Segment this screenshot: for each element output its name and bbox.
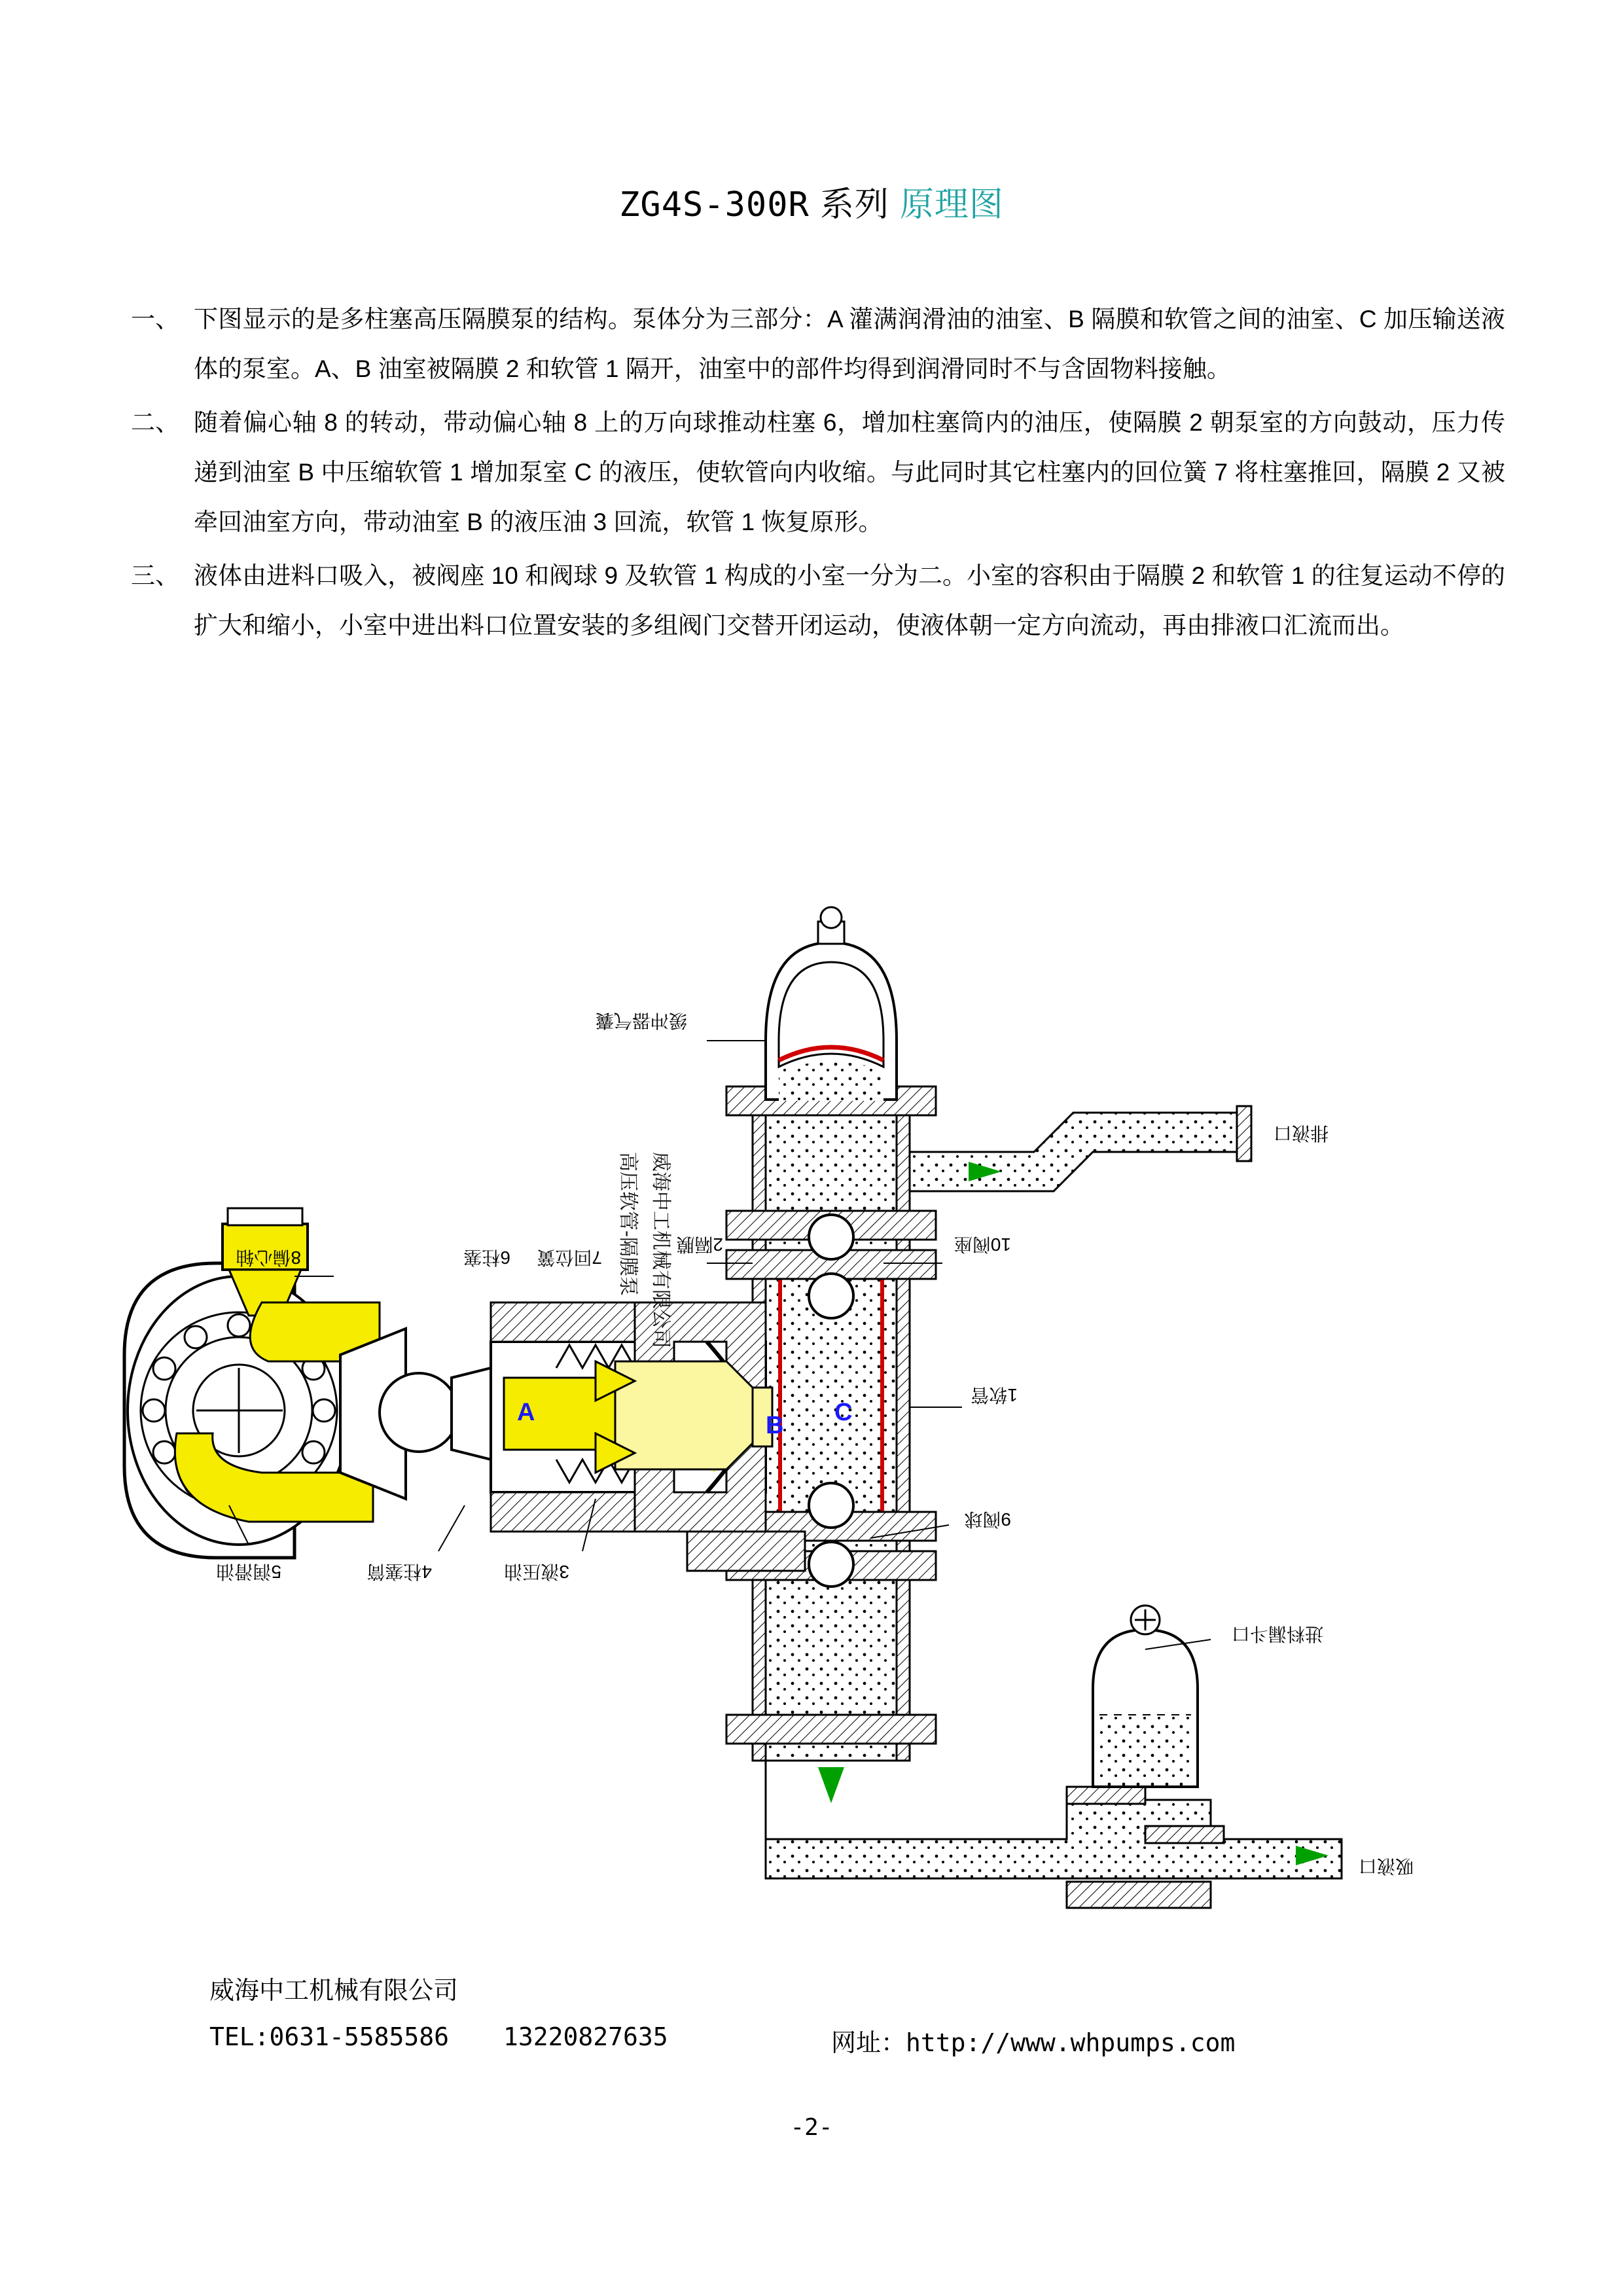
footer-web-url[interactable]: http://www.whpumps.com — [906, 2028, 1236, 2057]
paragraph-1-text: 下图显示的是多柱塞高压隔膜泵的结构。泵体分为三部分：A 灌满润滑油的油室、B 隔膜和软管之间的油室、C 加压输送液体的泵室。A、B 油室被隔膜 2 和软管 1 隔开，油室中的部件均得到润滑同时不与含固物料接触。 — [194, 306, 1505, 382]
label-suction-port: 吸液口 — [1358, 1856, 1414, 1876]
footer-mobile: 13220827635 — [503, 2022, 668, 2051]
title-model: ZG4S-300R — [619, 185, 810, 224]
label-diaphragm-2: 2隔膜 — [676, 1234, 723, 1255]
page-title — [0, 177, 1623, 226]
paragraph-1 — [131, 295, 1505, 394]
label-chamber-a: A — [517, 1399, 535, 1426]
suction-pipe — [766, 1761, 1342, 1878]
page-number: -2- — [790, 2114, 833, 2141]
label-valve-seat-10: 10阀座 — [954, 1234, 1011, 1255]
crankcase-assembly — [124, 1208, 491, 1558]
footer-website — [831, 2022, 1235, 2058]
paragraph-2-text: 随着偏心轴 8 的转动，带动偏心轴 8 上的万向球推动柱塞 6，增加柱塞筒内的油压，使隔膜 2 朝泵室的方向鼓动，压力传递到油室 B 中压缩软管 1 增加泵室 C 的液压，使软管向内收缩。与此同时其它柱塞内的回位簧 7 将柱塞推回，隔膜 2 又被牵回油室方向，带动油室 B 的液压油 3 回流，软管 1 恢复原形。 — [194, 409, 1505, 535]
paragraph-2-number: 二、 — [131, 409, 179, 436]
label-chamber-c: C — [834, 1399, 853, 1426]
hopper-base — [1067, 1882, 1211, 1908]
label-feed-inlet: 进料漏斗口 — [1231, 1624, 1323, 1644]
label-chamber-b: B — [766, 1412, 784, 1439]
label-oil-5: 5润滑油 — [216, 1562, 281, 1582]
footer-web-label: 网址： — [831, 2030, 906, 2057]
discharge-pipe — [910, 1106, 1251, 1191]
label-hydraulic-oil-3: 3液压油 — [504, 1562, 569, 1582]
label-air-chamber: 缓冲器气囊 — [595, 1011, 687, 1031]
label-plunger-6: 6柱塞 — [463, 1247, 510, 1268]
title-series: 系列 — [819, 186, 889, 224]
body-text — [131, 295, 1505, 655]
label-valve-ball-9: 9阀球 — [964, 1509, 1011, 1530]
label-soft-tube-1: 1软管 — [971, 1385, 1018, 1405]
footer-company: 威海中工机械有限公司 — [209, 1977, 459, 2005]
label-spring-7: 7回位簧 — [537, 1247, 602, 1268]
paragraph-3-text: 液体由进料口吸入，被阀座 10 和阀球 9 及软管 1 构成的小室一分为二。小室的容积由于隔膜 2 和软管 1 的往复运动不停的扩大和缩小，小室中进出料口位置安装的多组阀门交替开闭运动，使液体朝一定方向流动，再由排液口汇流而出。 — [194, 562, 1505, 639]
label-plunger-barrel-4: 4柱塞筒 — [366, 1562, 432, 1582]
pump-schematic-figure — [98, 844, 1525, 1990]
footer-tel: TEL:0631-5585586 — [209, 2022, 450, 2051]
paragraph-3-number: 三、 — [131, 562, 179, 589]
svg-text:威海中工机械有限公司: 威海中工机械有限公司 — [650, 1152, 671, 1348]
air-chamber — [766, 907, 897, 1101]
title-accent: 原理图 — [899, 186, 1004, 224]
svg-text:高压软管-隔膜泵: 高压软管-隔膜泵 — [617, 1152, 639, 1296]
label-discharge-port: 排液口 — [1273, 1123, 1329, 1143]
label-shaft-8: 8偏心轴 — [236, 1247, 301, 1268]
paragraph-1-number: 一、 — [131, 306, 179, 332]
footer-contact — [209, 2022, 668, 2051]
paragraph-2 — [131, 398, 1505, 547]
feed-hopper — [1093, 1605, 1198, 1787]
paragraph-3 — [131, 551, 1505, 651]
